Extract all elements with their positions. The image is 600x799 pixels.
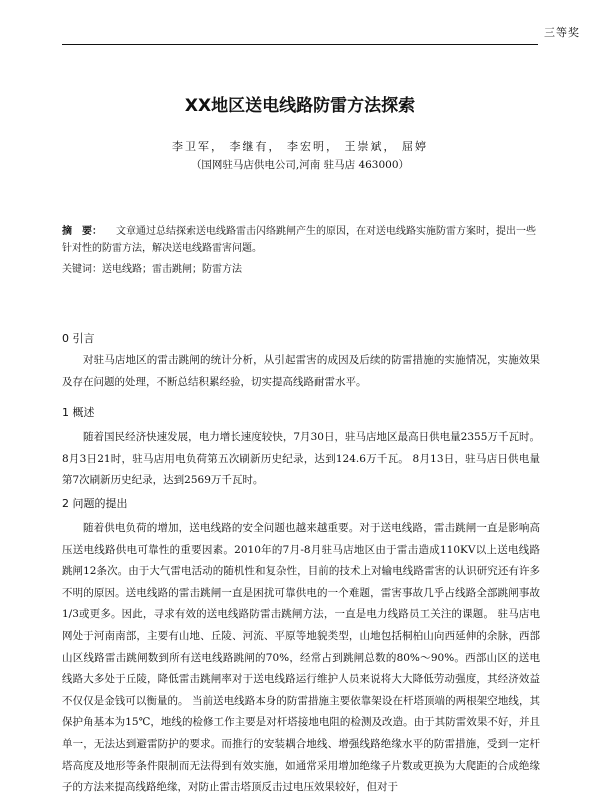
section-heading-problem: 2 问题的提出 [62,497,128,510]
section-paragraph-overview: 随着国民经济快速发展，电力增长速度较快，7月30日，驻马店地区最高日供电量2355万千瓦时。8月3日21时，驻马店用电负荷第五次刷新历史纪录，达到124.6万千瓦。 8月13日，驻马店日供电量第7次刷新历史纪录，达到2569万千瓦时。 [62,431,540,487]
keywords-label: 关键词： [62,264,102,275]
section-heading-overview: 1 概述 [62,406,95,419]
section-heading-intro: 0 引言 [62,332,95,345]
keywords-text: 送电线路；雷击跳闸；防雷方法 [102,264,242,275]
keywords-block [62,260,540,275]
section-paragraph-intro: 对驻马店地区的雷击跳闸的统计分析，从引起雷害的成因及后续的防雷措施的实施情况，实施效果及存在问题的处理，不断总结积累经验，切实提高线路耐雷水平。 [62,354,540,388]
abstract-block [62,223,540,257]
abstract-text: 文章通过总结探索送电线路雷击闪络跳闸产生的原因，在对送电线路实施防雷方案时，提出一些针对性的防雷方法，解决送电线路雷害问题。 [62,226,536,254]
paper-title: XX地区送电线路防雷方法探索 [184,96,416,116]
header-rule [62,44,538,45]
section-paragraph-problem: 随着供电负荷的增加，送电线路的安全问题也越来越重要。对于送电线路，雷击跳闸一直是影响高压送电线路供电可靠性的重要因素。2010年的7月-8月驻马店地区由于雷击造成110KV以上送电线路跳闸12条次。由于大气雷电活动的随机性和复杂性，目前的技术上对输电线路雷害的认识研究还有许多不明的原因。送电线路的雷击跳闸一直是困扰可靠供电的一个难题，雷害事故几乎占线路全部跳闸事故1/3或更多。因此，寻求有效的送电线路防雷击跳闸方法，一直是电力线路员工关注的课题。 驻马店电网处于河南南部，主要有山地、丘陵、河流、平原等地貌类型，山地包括桐柏山向西延伸的余脉，西部山区线路雷击跳闸数到所有送电线路跳闸的70%，经常占到跳闸总数的80%～90%。西部山区的送电线路大多处于丘陵，降低雷击跳闸率对于送电线路运行维护人员来说将大大降低劳动强度，其经济效益不仅仅是金钱可以衡量的。 当前送电线路本身的防雷措施主要依靠架设在杆塔顶端的两根架空地线，其保护角基本为15℃，地线的检修工作主要是对杆塔接地电阻的检测及改造。由于其防雷效果不好，并且单一，无法达到避雷防护的要求。而推行的安装耦合地线、增强线路绝缘水平的防雷措施，受到一定杆塔高度及地形等条件限制而无法得到有效实施，如通常采用增加绝缘子片数或更换为大爬距的合成绝缘子的方法来提高线路绝缘，对防止雷击塔顶反击过电压效果较好，但对于 [62,522,540,794]
award-tag: 三等奖 [544,26,580,39]
paper-affiliation: （国网驻马店供电公司,河南 驻马店 463000） [190,159,410,171]
abstract-label: 摘 要： [62,226,102,237]
paper-authors: 李卫军， 李继有， 李宏明， 王崇斌， 屈婷 [172,140,428,153]
